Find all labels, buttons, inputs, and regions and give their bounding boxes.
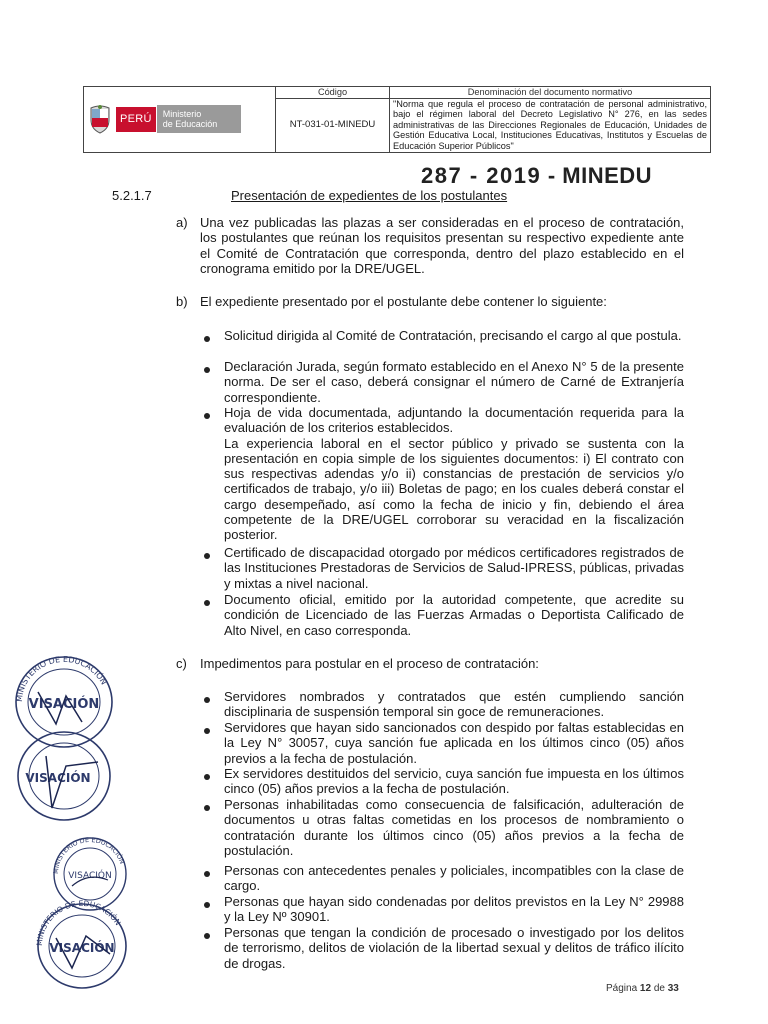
bullet-icon [204, 728, 210, 734]
bullet-icon [204, 367, 210, 373]
footer-mid: de [651, 983, 668, 994]
bullet-icon [204, 871, 210, 877]
ministry-label [157, 105, 242, 133]
bullet-icon [204, 413, 210, 419]
page-footer [606, 983, 679, 994]
b-bullet-3-extra: La experiencia laboral en el sector público y privado se sustenta con la presentación en copia simple de los siguientes documentos: i) El contrato con sus respectivas adendas y/o ii) constancias de prestación de servicios y/o certificados de trabajo, y/o iii) Boletas de pago; en los cuales deberá constar el cargo desempeñado, así como la fecha de inicio y fin, debiendo el área competente de la DRE/UGEL corroborar su veracidad en la fiscalización posterior. [224, 435, 684, 543]
peru-label: PERÚ [116, 107, 157, 132]
coat-of-arms-icon [88, 104, 112, 134]
item-c-label: c) [176, 656, 187, 671]
bullet-icon [204, 805, 210, 811]
c-bullet-1: Servidores nombrados y contratados que estén cumpliendo sanción disciplinaria de suspensión temporal sin goce de remuneraciones. [224, 689, 684, 720]
document-header-table [83, 86, 711, 153]
document-title: "Norma que regula el proceso de contratación de personal administrativo, bajo el régimen laboral del Decreto Legislativo N° 276, en las sedes administrativas de las Direcciones Regionales de Educación, Unidades de Gestión Educativa Local, Instituciones Educativas, Institutos y Escuelas de Educación Superior Públicos" [390, 98, 711, 152]
c-bullet-5: Personas con antecedentes penales y policiales, incompatibles con la clase de cargo. [224, 863, 684, 894]
seal-2-label: VISACIÓN [25, 771, 91, 785]
bullet-icon [204, 553, 210, 559]
bullet-icon [204, 600, 210, 606]
resolution-number-stamp [421, 163, 652, 189]
bullet-icon [204, 933, 210, 939]
seal-4-label: VISACIÓN [49, 941, 115, 955]
bullet-icon [204, 774, 210, 780]
bullet-icon [204, 902, 210, 908]
bullet-icon [204, 697, 210, 703]
seal-1-ring-text: MINISTERIO DE EDUCACIÓN [14, 654, 109, 703]
logo-cell [84, 87, 276, 153]
c-bullet-2: Servidores que hayan sido sancionados con despido por faltas establecidas en la Ley N° 30057, cuya sanción fue aplicada en los últimos cinco (05) años previos a la fecha de postulación. [224, 720, 684, 766]
b-bullet-1: Solicitud dirigida al Comité de Contratación, precisando el cargo al que postula. [224, 328, 682, 343]
c-bullet-7: Personas que tengan la condición de procesado o investigado por los delitos de terrorismo, delitos de violación de la libertad sexual y delitos de tráfico ilícito de drogas. [224, 925, 684, 971]
seal-3-label: VISACIÓN [68, 871, 112, 881]
visacion-seal-2 [8, 726, 120, 826]
section-title: Presentación de expedientes de los postulantes [231, 188, 508, 203]
svg-text:MINISTERIO DE EDUCACIÓN [35, 899, 123, 946]
item-b-label: b) [176, 294, 188, 309]
item-b-text: El expediente presentado por el postulante debe contener lo siguiente: [200, 294, 607, 309]
seal-4-ring-text: MINISTERIO DE EDUCACIÓN [34, 898, 123, 947]
b-bullet-3-main: Hoja de vida documentada, adjuntando la documentación requerida para la evaluación de los criterios establecidos. [224, 405, 684, 436]
resolution-number: 287 - 2019 [421, 163, 542, 188]
b-bullet-5: Documento oficial, emitido por la autoridad competente, que acredite su condición de Licenciado de las Fuerzas Armadas o Deportista Calificado de Alto Nivel, en caso corresponda. [224, 592, 684, 638]
seal-3-ring-text: MINISTERIO DE EDUCACIÓN [51, 835, 127, 875]
ministry-label-line1: Ministerio [162, 109, 202, 120]
bullet-icon [204, 336, 210, 342]
document-code: NT-031-01-MINEDU [276, 98, 390, 152]
b-bullet-3 [224, 405, 684, 543]
total-pages: 33 [667, 983, 679, 994]
current-page: 12 [639, 983, 652, 994]
resolution-suffix: - MINEDU [541, 163, 653, 188]
c-bullet-4: Personas inhabilitadas como consecuencia de falsificación, adulteración de documentos u otras faltas cometidas en los procesos de nombramiento o contratación durante los últimos cinco (05) años previos a la fecha de postulación. [224, 797, 684, 858]
item-a-label: a) [176, 215, 188, 230]
footer-prefix: Página [606, 983, 640, 994]
c-bullet-6: Personas que hayan sido condenadas por delitos previstos en la Ley N° 29988 y la Ley Nº 30901. [224, 894, 684, 925]
b-bullet-2: Declaración Jurada, según formato establecido en el Anexo N° 5 de la presente norma. De ser el caso, deberá consignar el número de Carné de Extranjería correspondiente. [224, 359, 684, 405]
ministry-logo [88, 104, 271, 134]
item-c-text: Impedimentos para postular en el proceso de contratación: [200, 656, 539, 671]
seal-1-label: VISACIÓN [28, 697, 100, 712]
ministry-label-line2: de Educación [162, 119, 218, 130]
b-bullet-4: Certificado de discapacidad otorgado por médicos certificadores registrados de las Instituciones Prestadoras de Servicios de Salud-IPRESS, públicas, privadas y mixtas a nivel nacional. [224, 545, 684, 591]
title-heading: Denominación del documento normativo [390, 87, 711, 99]
section-number: 5.2.1.7 [112, 188, 152, 203]
item-a-text: Una vez publicadas las plazas a ser consideradas en el proceso de contratación, los postulantes que reúnan los requisitos presentan su respectivo expediente ante el Comité de Contratación que corresponda, dentro del plazo establecido en el cronograma emitido por la DRE/UGEL. [200, 215, 684, 276]
code-heading: Código [276, 87, 390, 99]
visacion-seal-4 [30, 898, 134, 992]
c-bullet-3: Ex servidores destituidos del servicio, cuya sanción fue impuesta en los últimos cinco (05) años previos a la fecha de postulación. [224, 766, 684, 797]
